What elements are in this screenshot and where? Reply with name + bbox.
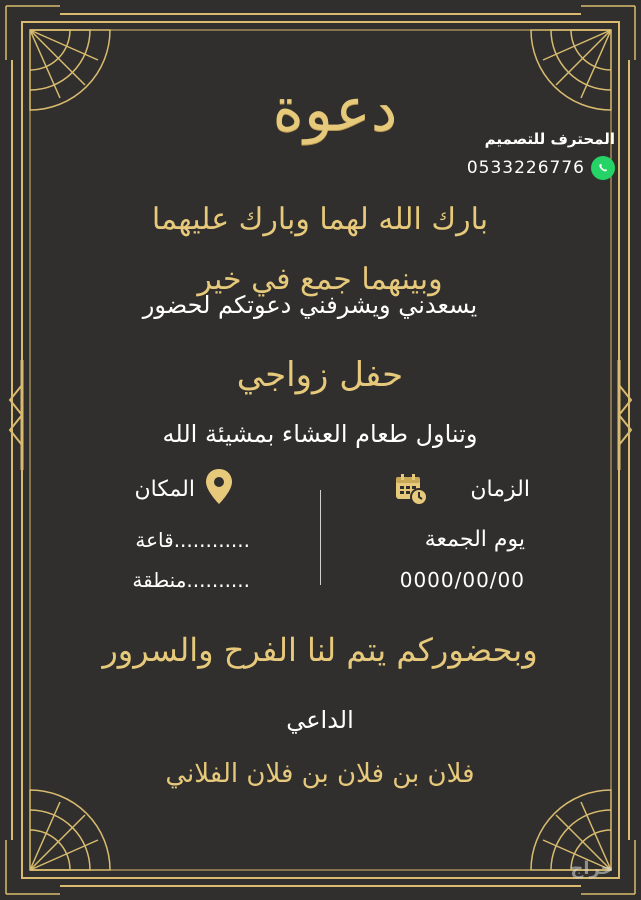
- event-day: يوم الجمعة: [424, 527, 525, 552]
- designer-watermark: [455, 128, 615, 180]
- closing-calligraphy: وبحضوركم يتم لنا الفرح والسرور: [102, 631, 538, 669]
- invitation-title: دعوة: [272, 75, 398, 145]
- watermark-phone: 0533226776: [466, 158, 585, 178]
- time-label: الزمان: [470, 477, 530, 502]
- whatsapp-icon: [591, 156, 615, 180]
- watermark-name: المحترف للتصميم: [484, 130, 615, 148]
- blessing-calligraphy: بارك الله لهما وبارك عليهما وبينهما جمع في خير: [151, 202, 489, 297]
- calendar-clock-icon: [394, 472, 428, 506]
- event-name: حفل زواجي: [236, 355, 404, 395]
- place-label: المكان: [134, 477, 195, 502]
- host-name: فلان بن فلان بن فلان الفلاني: [165, 759, 475, 789]
- info-divider: [320, 490, 321, 585]
- invitation-intro: يسعدني ويشرفني دعوتكم لحضور: [142, 291, 478, 319]
- host-label: الداعي: [286, 706, 354, 734]
- event-date: 0000/00/00: [399, 568, 525, 592]
- site-logo: حراج: [570, 858, 614, 879]
- venue-hall: قاعة............: [135, 528, 250, 552]
- location-pin-icon: [204, 468, 234, 506]
- venue-area: منطقة..........: [132, 568, 250, 592]
- dinner-line: وتناول طعام العشاء بمشيئة الله: [162, 420, 478, 448]
